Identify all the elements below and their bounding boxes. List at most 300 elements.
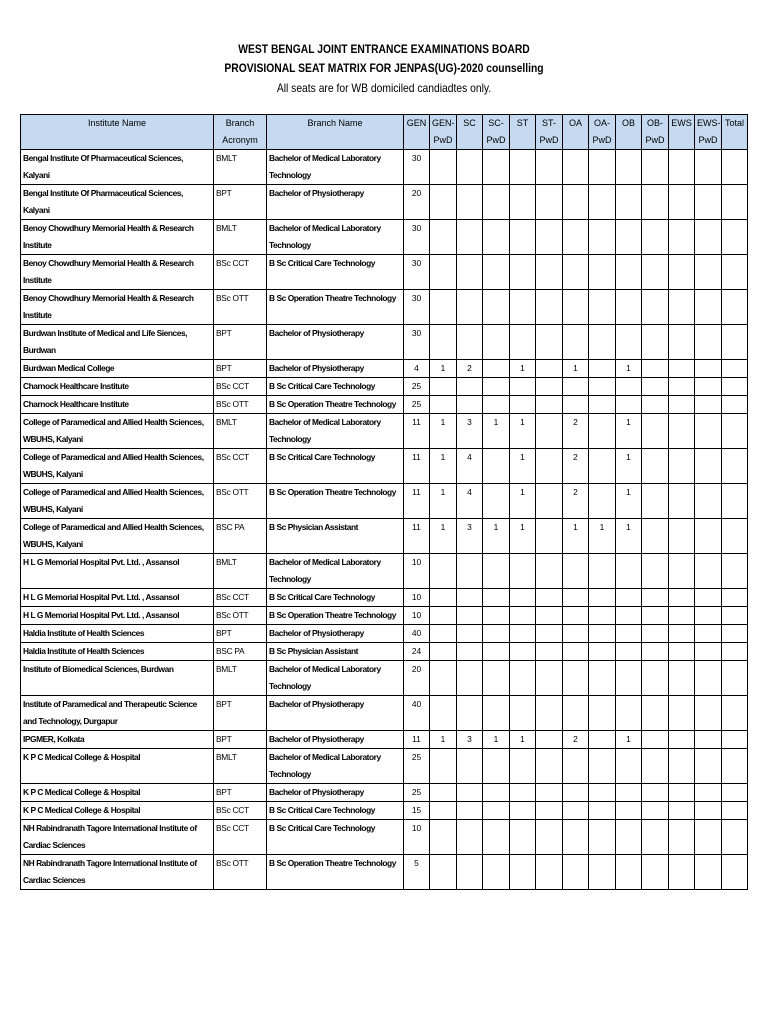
seat-count-cell: 4: [457, 449, 483, 484]
seat-count-cell: [430, 696, 457, 731]
seat-count-cell: [589, 855, 616, 890]
seat-count-cell: [589, 484, 616, 519]
seat-count-cell: [536, 449, 563, 484]
branch-acronym-cell: BMLT: [214, 749, 267, 784]
seat-count-cell: [589, 784, 616, 802]
seat-count-cell: [669, 449, 695, 484]
seat-count-cell: [536, 290, 563, 325]
seat-count-cell: 11: [404, 414, 430, 449]
seat-count-cell: [722, 150, 748, 185]
institute-name-cell: Institute of Biomedical Sciences, Burdwan: [21, 661, 214, 696]
seat-count-cell: [563, 820, 589, 855]
seat-count-cell: 4: [404, 360, 430, 378]
seat-count-cell: [563, 150, 589, 185]
seat-count-cell: [669, 731, 695, 749]
seat-count-cell: [616, 661, 642, 696]
branch-name-cell: B Sc Critical Care Technology: [267, 255, 404, 290]
seat-count-cell: [483, 325, 510, 360]
seat-count-cell: 11: [404, 519, 430, 554]
seat-count-cell: [510, 607, 536, 625]
seat-count-cell: [457, 150, 483, 185]
seat-count-cell: [563, 290, 589, 325]
seat-count-cell: [616, 643, 642, 661]
table-row: [21, 643, 748, 661]
seat-count-cell: [722, 360, 748, 378]
institute-name-cell: Burdwan Medical College: [21, 360, 214, 378]
branch-name-cell: B Sc Critical Care Technology: [267, 802, 404, 820]
seat-count-cell: [457, 802, 483, 820]
seat-count-cell: 1: [563, 360, 589, 378]
seat-count-cell: [430, 855, 457, 890]
seat-count-cell: [536, 255, 563, 290]
seat-count-cell: 11: [404, 484, 430, 519]
institute-name-cell: NH Rabindranath Tagore International Institute of Cardiac Sciences: [21, 855, 214, 890]
seat-count-cell: 25: [404, 749, 430, 784]
seat-count-cell: [642, 484, 669, 519]
seat-count-cell: [616, 696, 642, 731]
seat-count-cell: [457, 589, 483, 607]
column-header: OA-PwD: [589, 115, 616, 150]
seat-count-cell: [430, 185, 457, 220]
seat-count-cell: [589, 589, 616, 607]
branch-acronym-cell: BSc CCT: [214, 449, 267, 484]
table-row: [21, 855, 748, 890]
table-row: [21, 220, 748, 255]
institute-name-cell: Benoy Chowdhury Memorial Health & Research Institute: [21, 290, 214, 325]
seat-count-cell: [483, 643, 510, 661]
seat-count-cell: 1: [616, 731, 642, 749]
seat-count-cell: [483, 589, 510, 607]
seat-count-cell: [536, 378, 563, 396]
table-row: [21, 360, 748, 378]
seat-count-cell: [589, 325, 616, 360]
board-title: WEST BENGAL JOINT ENTRANCE EXAMINATIONS BOARD: [238, 42, 530, 56]
seat-count-cell: [510, 589, 536, 607]
institute-name-cell: College of Paramedical and Allied Health Sciences, WBUHS, Kalyani: [21, 519, 214, 554]
seat-count-cell: [536, 554, 563, 589]
institute-name-cell: Institute of Paramedical and Therapeutic Science and Technology, Durgapur: [21, 696, 214, 731]
seat-count-cell: 10: [404, 554, 430, 589]
branch-name-cell: Bachelor of Physiotherapy: [267, 360, 404, 378]
institute-name-cell: Haldia Institute of Health Sciences: [21, 625, 214, 643]
institute-name-cell: K P C Medical College & Hospital: [21, 802, 214, 820]
seat-count-cell: [695, 661, 722, 696]
seat-count-cell: [669, 855, 695, 890]
seat-count-cell: [536, 661, 563, 696]
seat-count-cell: [669, 360, 695, 378]
seat-count-cell: [642, 731, 669, 749]
seat-count-cell: [642, 784, 669, 802]
seat-count-cell: [483, 855, 510, 890]
branch-acronym-cell: BSc OTT: [214, 855, 267, 890]
seat-count-cell: [483, 554, 510, 589]
column-header: EWS-PwD: [695, 115, 722, 150]
seat-count-cell: [563, 855, 589, 890]
branch-name-cell: Bachelor of Medical Laboratory Technology: [267, 554, 404, 589]
table-row: [21, 290, 748, 325]
seat-count-cell: [695, 625, 722, 643]
seat-count-cell: 1: [430, 519, 457, 554]
seat-count-cell: 1: [563, 519, 589, 554]
seat-count-cell: [510, 255, 536, 290]
seat-count-cell: 1: [616, 449, 642, 484]
seat-count-cell: [616, 802, 642, 820]
seat-count-cell: 1: [616, 414, 642, 449]
seat-count-cell: 25: [404, 396, 430, 414]
seat-count-cell: [589, 150, 616, 185]
seat-count-cell: [430, 749, 457, 784]
seat-count-cell: [536, 802, 563, 820]
institute-name-cell: Bengal Institute Of Pharmaceutical Sciences, Kalyani: [21, 185, 214, 220]
seat-count-cell: [695, 607, 722, 625]
seat-count-cell: [642, 820, 669, 855]
column-header: EWS: [669, 115, 695, 150]
seat-count-cell: [563, 325, 589, 360]
seat-count-cell: [457, 625, 483, 643]
table-row: [21, 396, 748, 414]
seat-count-cell: [483, 396, 510, 414]
seat-count-cell: [722, 625, 748, 643]
seat-count-cell: [483, 749, 510, 784]
seat-count-cell: [669, 607, 695, 625]
seat-count-cell: 1: [510, 360, 536, 378]
branch-acronym-cell: BMLT: [214, 661, 267, 696]
column-header: GEN: [404, 115, 430, 150]
seat-count-cell: [589, 696, 616, 731]
branch-acronym-cell: BPT: [214, 325, 267, 360]
seat-count-cell: [430, 378, 457, 396]
seat-count-cell: [669, 519, 695, 554]
seat-count-cell: [536, 855, 563, 890]
table-row: [21, 696, 748, 731]
column-header: OB-PwD: [642, 115, 669, 150]
seat-count-cell: [616, 185, 642, 220]
seat-count-cell: 24: [404, 643, 430, 661]
seat-count-cell: [669, 749, 695, 784]
seat-count-cell: 3: [457, 731, 483, 749]
seat-count-cell: [669, 290, 695, 325]
branch-name-cell: Bachelor of Medical Laboratory Technology: [267, 220, 404, 255]
seat-count-cell: [616, 220, 642, 255]
table-row: [21, 449, 748, 484]
seat-count-cell: [457, 855, 483, 890]
seat-count-cell: [616, 396, 642, 414]
seat-count-cell: [669, 661, 695, 696]
table-row: [21, 731, 748, 749]
seat-count-cell: [642, 220, 669, 255]
seat-count-cell: [669, 220, 695, 255]
table-row: [21, 519, 748, 554]
seat-count-cell: [430, 625, 457, 643]
seat-count-cell: [563, 378, 589, 396]
seat-count-cell: [510, 802, 536, 820]
seat-count-cell: 30: [404, 150, 430, 185]
seat-count-cell: 1: [430, 449, 457, 484]
seat-count-cell: [510, 378, 536, 396]
seat-count-cell: [457, 749, 483, 784]
seat-count-cell: [483, 696, 510, 731]
seat-count-cell: [695, 484, 722, 519]
branch-name-cell: B Sc Operation Theatre Technology: [267, 290, 404, 325]
column-header: ST-PwD: [536, 115, 563, 150]
table-body: [21, 150, 748, 890]
institute-name-cell: College of Paramedical and Allied Health Sciences, WBUHS, Kalyani: [21, 449, 214, 484]
seat-count-cell: [642, 290, 669, 325]
document-header: [0, 40, 768, 98]
seat-count-cell: [589, 378, 616, 396]
institute-name-cell: K P C Medical College & Hospital: [21, 749, 214, 784]
table-row: [21, 661, 748, 696]
seat-count-cell: [589, 625, 616, 643]
branch-name-cell: Bachelor of Medical Laboratory Technology: [267, 749, 404, 784]
seat-count-cell: [536, 625, 563, 643]
seat-count-cell: 1: [510, 731, 536, 749]
seat-count-cell: 1: [510, 519, 536, 554]
seat-count-cell: [483, 802, 510, 820]
branch-acronym-cell: BMLT: [214, 150, 267, 185]
seat-count-cell: [536, 784, 563, 802]
seat-count-cell: [642, 519, 669, 554]
seat-count-cell: [669, 802, 695, 820]
seat-count-cell: 20: [404, 185, 430, 220]
institute-name-cell: College of Paramedical and Allied Health Sciences, WBUHS, Kalyani: [21, 414, 214, 449]
branch-acronym-cell: BPT: [214, 731, 267, 749]
seat-count-cell: [722, 696, 748, 731]
seat-count-cell: [589, 661, 616, 696]
table-row: [21, 414, 748, 449]
table-row: [21, 325, 748, 360]
branch-name-cell: B Sc Operation Theatre Technology: [267, 607, 404, 625]
institute-name-cell: H L G Memorial Hospital Pvt. Ltd. , Assansol: [21, 554, 214, 589]
seat-count-cell: [430, 589, 457, 607]
seat-count-cell: [616, 855, 642, 890]
seat-count-cell: [510, 749, 536, 784]
seat-count-cell: [536, 220, 563, 255]
branch-acronym-cell: BMLT: [214, 220, 267, 255]
seat-count-cell: 1: [483, 519, 510, 554]
seat-count-cell: [536, 150, 563, 185]
seat-count-cell: [642, 643, 669, 661]
seat-count-cell: [457, 643, 483, 661]
seat-count-cell: [510, 220, 536, 255]
seat-count-cell: [457, 220, 483, 255]
seat-count-cell: [695, 360, 722, 378]
seat-count-cell: [589, 220, 616, 255]
seat-count-cell: [722, 643, 748, 661]
seat-count-cell: [669, 150, 695, 185]
seat-count-cell: [457, 378, 483, 396]
branch-name-cell: Bachelor of Physiotherapy: [267, 784, 404, 802]
column-header: Total: [722, 115, 748, 150]
branch-acronym-cell: BSc OTT: [214, 484, 267, 519]
seat-count-cell: [563, 255, 589, 290]
seat-count-cell: [642, 749, 669, 784]
institute-name-cell: H L G Memorial Hospital Pvt. Ltd. , Assansol: [21, 589, 214, 607]
column-header: Institute Name: [21, 115, 214, 150]
seat-count-cell: 4: [457, 484, 483, 519]
seat-count-cell: 3: [457, 519, 483, 554]
seat-count-cell: [589, 802, 616, 820]
seat-count-cell: [642, 378, 669, 396]
seat-count-cell: [536, 820, 563, 855]
seat-count-cell: 1: [483, 414, 510, 449]
seat-count-cell: 2: [457, 360, 483, 378]
branch-name-cell: B Sc Critical Care Technology: [267, 378, 404, 396]
seat-count-cell: [616, 378, 642, 396]
seat-count-cell: [483, 360, 510, 378]
seat-count-cell: [695, 290, 722, 325]
seat-count-cell: [722, 661, 748, 696]
branch-name-cell: B Sc Critical Care Technology: [267, 589, 404, 607]
institute-name-cell: IPGMER, Kolkata: [21, 731, 214, 749]
seat-count-cell: [510, 643, 536, 661]
seat-count-cell: 1: [510, 484, 536, 519]
branch-acronym-cell: BSc CCT: [214, 820, 267, 855]
seat-count-cell: [669, 820, 695, 855]
seat-count-cell: [430, 396, 457, 414]
seat-count-cell: [695, 255, 722, 290]
seat-count-cell: [669, 643, 695, 661]
branch-acronym-cell: BSC PA: [214, 643, 267, 661]
institute-name-cell: Haldia Institute of Health Sciences: [21, 643, 214, 661]
branch-name-cell: B Sc Critical Care Technology: [267, 449, 404, 484]
seat-count-cell: [722, 449, 748, 484]
seat-count-cell: 1: [483, 731, 510, 749]
seat-count-cell: [483, 255, 510, 290]
seat-count-cell: [563, 802, 589, 820]
seat-count-cell: 1: [430, 360, 457, 378]
seat-count-cell: [616, 784, 642, 802]
branch-acronym-cell: BSc OTT: [214, 290, 267, 325]
seat-count-cell: 5: [404, 855, 430, 890]
branch-acronym-cell: BSc OTT: [214, 396, 267, 414]
seat-count-cell: [536, 519, 563, 554]
branch-name-cell: Bachelor of Physiotherapy: [267, 325, 404, 360]
seat-count-cell: 15: [404, 802, 430, 820]
column-header: ST: [510, 115, 536, 150]
table-row: [21, 784, 748, 802]
seat-count-cell: 1: [589, 519, 616, 554]
seat-count-cell: [695, 802, 722, 820]
branch-acronym-cell: BPT: [214, 360, 267, 378]
seat-count-cell: [589, 607, 616, 625]
seat-count-cell: 20: [404, 661, 430, 696]
seat-count-cell: [695, 325, 722, 360]
seat-count-cell: 1: [616, 360, 642, 378]
seat-count-cell: [483, 290, 510, 325]
seat-count-cell: [642, 360, 669, 378]
seat-count-cell: [669, 414, 695, 449]
seat-count-cell: [536, 360, 563, 378]
seat-count-cell: [483, 820, 510, 855]
seat-count-cell: [589, 449, 616, 484]
seat-matrix-table: [20, 114, 748, 890]
table-row: [21, 150, 748, 185]
seat-count-cell: [642, 396, 669, 414]
seat-count-cell: [642, 255, 669, 290]
institute-name-cell: H L G Memorial Hospital Pvt. Ltd. , Assansol: [21, 607, 214, 625]
table-row: [21, 484, 748, 519]
seat-count-cell: [642, 855, 669, 890]
seat-count-cell: 30: [404, 255, 430, 290]
seat-count-cell: [430, 255, 457, 290]
seat-count-cell: [483, 661, 510, 696]
seat-count-cell: [589, 731, 616, 749]
seat-count-cell: [642, 802, 669, 820]
table-row: [21, 378, 748, 396]
seat-count-cell: [722, 290, 748, 325]
document-subtitle: All seats are for WB domiciled candiadtes only.: [276, 81, 492, 95]
seat-count-cell: 10: [404, 607, 430, 625]
seat-count-cell: [695, 414, 722, 449]
institute-name-cell: K P C Medical College & Hospital: [21, 784, 214, 802]
seat-count-cell: [642, 625, 669, 643]
column-header: SC-PwD: [483, 115, 510, 150]
seat-count-cell: [695, 855, 722, 890]
seat-count-cell: [510, 784, 536, 802]
seat-count-cell: [642, 449, 669, 484]
table-row: [21, 625, 748, 643]
seat-count-cell: [722, 784, 748, 802]
seat-count-cell: [616, 150, 642, 185]
seat-count-cell: [589, 749, 616, 784]
seat-count-cell: 3: [457, 414, 483, 449]
seat-count-cell: 11: [404, 449, 430, 484]
seat-count-cell: [457, 185, 483, 220]
seat-count-cell: [483, 150, 510, 185]
seat-count-cell: [430, 325, 457, 360]
seat-count-cell: [695, 643, 722, 661]
seat-count-cell: [642, 607, 669, 625]
seat-count-cell: 11: [404, 731, 430, 749]
seat-count-cell: [669, 325, 695, 360]
seat-count-cell: [536, 643, 563, 661]
column-header: GEN-PwD: [430, 115, 457, 150]
institute-name-cell: Charnock Healthcare Institute: [21, 378, 214, 396]
seat-count-cell: [722, 820, 748, 855]
seat-count-cell: [695, 731, 722, 749]
seat-count-cell: [457, 661, 483, 696]
seat-count-cell: 40: [404, 696, 430, 731]
seat-count-cell: [722, 749, 748, 784]
branch-name-cell: Bachelor of Physiotherapy: [267, 696, 404, 731]
seat-count-cell: 25: [404, 784, 430, 802]
seat-count-cell: [642, 589, 669, 607]
seat-count-cell: [616, 255, 642, 290]
seat-count-cell: [536, 607, 563, 625]
seat-count-cell: [642, 150, 669, 185]
seat-count-cell: [589, 290, 616, 325]
seat-count-cell: 2: [563, 731, 589, 749]
column-header: OB: [616, 115, 642, 150]
seat-count-cell: 1: [510, 449, 536, 484]
seat-count-cell: [616, 290, 642, 325]
seat-count-cell: [642, 325, 669, 360]
seat-count-cell: [642, 414, 669, 449]
seat-count-cell: [722, 220, 748, 255]
branch-acronym-cell: BSc CCT: [214, 255, 267, 290]
seat-count-cell: [483, 449, 510, 484]
branch-acronym-cell: BPT: [214, 784, 267, 802]
seat-count-cell: [722, 589, 748, 607]
seat-count-cell: [695, 220, 722, 255]
table-row: [21, 255, 748, 290]
seat-count-cell: [483, 784, 510, 802]
seat-count-cell: [457, 820, 483, 855]
branch-name-cell: Bachelor of Medical Laboratory Technology: [267, 661, 404, 696]
seat-count-cell: [616, 820, 642, 855]
branch-name-cell: B Sc Operation Theatre Technology: [267, 855, 404, 890]
